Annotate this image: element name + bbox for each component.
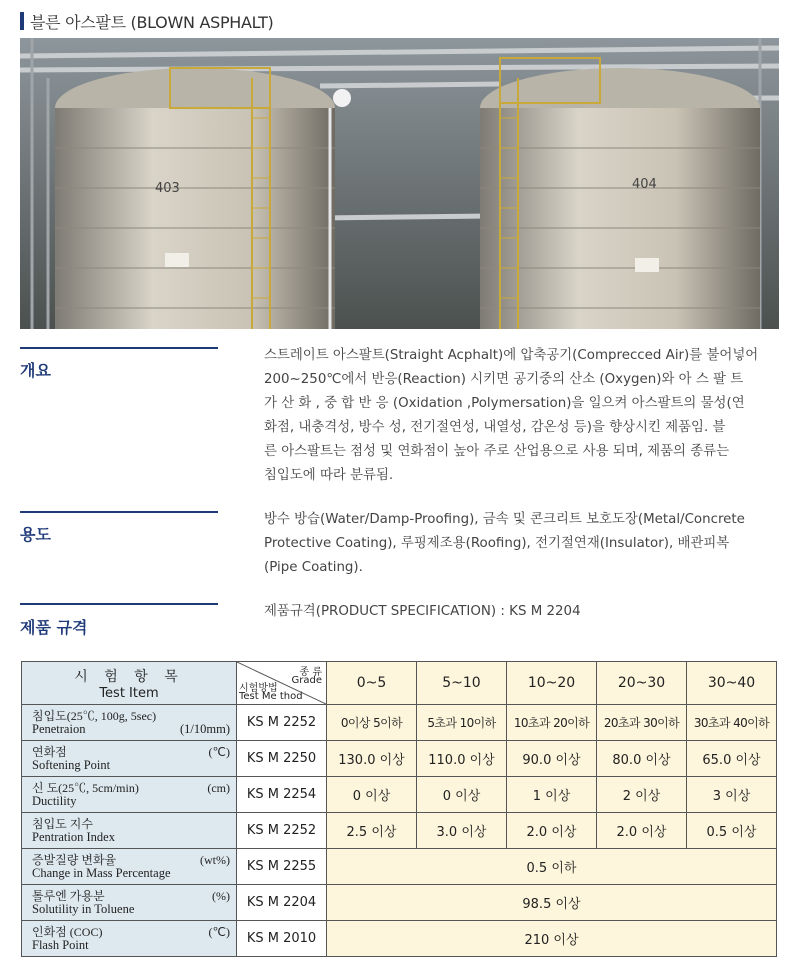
tanks-illustration: [20, 38, 779, 329]
header-grade-ko: 종 류: [299, 667, 322, 678]
value-cell: 3.0 이상: [417, 813, 507, 849]
value-cell: 2.0 이상: [597, 813, 687, 849]
header-grade: 20~30: [597, 662, 687, 705]
overview-line: 침입도에 따라 분류됨.: [264, 468, 394, 483]
value-cell: 2.5 이상: [327, 813, 417, 849]
header-grade: 0~5: [327, 662, 417, 705]
usage-line: (Pipe Coating).: [264, 560, 363, 575]
table-row: [22, 705, 777, 741]
value-cell: 90.0 이상: [507, 741, 597, 777]
table-row: [22, 813, 777, 849]
value-cell: 0.5 이상: [687, 813, 777, 849]
value-cell: 2.0 이상: [507, 813, 597, 849]
header-method-en: Test Me thod: [239, 691, 303, 702]
value-cell: 2 이상: [597, 777, 687, 813]
value-cell: 110.0 이상: [417, 741, 507, 777]
value-cell: 0 이상: [327, 777, 417, 813]
overview-line: 른 아스팔트는 점성 및 연화점이 높아 주로 산업용으로 사용 되며, 제품의 종류는: [264, 444, 730, 459]
test-method-cell: KS M 2204: [237, 885, 327, 921]
test-method-cell: KS M 2010: [237, 921, 327, 957]
table-row: [22, 885, 777, 921]
tank-left-number: 403: [155, 181, 180, 196]
value-cell: 20초과 30이하: [597, 705, 687, 741]
test-method-cell: KS M 2254: [237, 777, 327, 813]
overview-divider: [20, 347, 218, 349]
usage-text: [264, 508, 779, 580]
value-cell: 0 이상: [417, 777, 507, 813]
value-cell: 130.0 이상: [327, 741, 417, 777]
usage-heading: 용도: [20, 525, 51, 544]
page-title: [20, 8, 274, 34]
overview-line: 200~250℃에서 반응(Reaction) 시키면 공기중의 산소 (Oxygen)와 아 스 팔 트: [264, 372, 744, 387]
value-cell: 30초과 40이하: [687, 705, 777, 741]
value-cell: 0이상 5이하: [327, 705, 417, 741]
test-item-cell: [22, 741, 237, 777]
header-method-ko: 시험방법: [239, 683, 278, 694]
test-item-en: Solutility in Toluene: [32, 902, 135, 916]
table-header-row: [22, 662, 777, 705]
test-item-en: Pentration Index: [32, 830, 115, 844]
header-item-en: Test Item: [99, 685, 159, 701]
tank-right-number: 404: [632, 177, 657, 192]
test-item-en: Softening Point: [32, 758, 111, 772]
usage-line: Protective Coating), 루핑제조용(Roofing), 전기절연재(Insulator), 배관피복: [264, 536, 730, 551]
overview-text: [264, 344, 779, 488]
test-item-cell: [22, 777, 237, 813]
test-item-unit: (cm): [207, 781, 230, 795]
spec-divider: [20, 603, 218, 605]
test-item-unit: (1/10mm): [180, 722, 230, 736]
value-cell: 1 이상: [507, 777, 597, 813]
merged-value-cell: 0.5 이하: [327, 849, 777, 885]
overview-line: 화점, 내충격성, 방수 성, 전기절연성, 내열성, 감온성 등)을 향상시킨 제품임. 블: [264, 420, 726, 435]
test-item-cell: [22, 921, 237, 957]
test-method-cell: KS M 2252: [237, 705, 327, 741]
overview-line: 가 산 화 , 중 합 반 응 (Oxidation ,Polymersation)을 일으켜 아스팔트의 물성(연: [264, 396, 745, 411]
value-cell: 65.0 이상: [687, 741, 777, 777]
usage-line: 방수 방습(Water/Damp-Proofing), 금속 및 콘크리트 보호도장(Metal/Concrete: [264, 512, 745, 527]
test-item-en: Penetraion: [32, 722, 86, 736]
test-item-cell: [22, 813, 237, 849]
test-item-ko: 톨루엔 가용분: [32, 889, 105, 903]
test-item-ko: 연화점: [32, 745, 67, 759]
test-item-ko: 침입도(25℃, 100g, 5sec): [32, 709, 157, 723]
title-accent-bar: [20, 12, 24, 30]
overview-line: 스트레이트 아스팔트(Straight Acphalt)에 압축공기(Comprecced Air)를 불어넣어: [264, 348, 759, 363]
test-item-unit: (℃): [208, 745, 230, 759]
test-item-unit: (℃): [208, 925, 230, 939]
header-method-grade: [237, 662, 327, 705]
asphalt-tanks-photo: [20, 38, 779, 329]
test-item-ko: 신 도(25℃, 5cm/min): [32, 781, 139, 795]
spec-table: [21, 661, 777, 957]
header-item-ko: 시 험 항 목: [74, 668, 184, 685]
spec-heading: 제품 규격: [20, 618, 88, 637]
usage-divider: [20, 511, 218, 513]
spec-text: 제품규격(PRODUCT SPECIFICATION) : KS M 2204: [264, 604, 581, 619]
test-item-ko: 침입도 지수: [32, 817, 93, 831]
test-item-cell: [22, 885, 237, 921]
header-grade: 30~40: [687, 662, 777, 705]
test-item-en: Change in Mass Percentage: [32, 866, 171, 880]
header-grade-en: Grade: [291, 675, 322, 686]
page-title-text: 블른 아스팔트 (BLOWN ASPHALT): [30, 12, 274, 32]
table-row: [22, 921, 777, 957]
value-cell: 10초과 20이하: [507, 705, 597, 741]
test-item-unit: (%): [212, 889, 230, 903]
test-item-ko: 인화점 (COC): [32, 925, 103, 939]
test-item-unit: (wt%): [200, 853, 230, 867]
test-method-cell: KS M 2255: [237, 849, 327, 885]
test-item-en: Ductility: [32, 794, 77, 808]
merged-value-cell: 210 이상: [327, 921, 777, 957]
test-item-cell: [22, 705, 237, 741]
test-item-cell: [22, 849, 237, 885]
header-grade: 10~20: [507, 662, 597, 705]
test-method-cell: KS M 2252: [237, 813, 327, 849]
value-cell: 5초과 10이하: [417, 705, 507, 741]
test-item-ko: 증발질량 변화율: [32, 853, 117, 867]
table-row: [22, 741, 777, 777]
table-row: [22, 777, 777, 813]
value-cell: 3 이상: [687, 777, 777, 813]
overview-heading: 개요: [20, 361, 51, 380]
value-cell: 80.0 이상: [597, 741, 687, 777]
test-item-en: Flash Point: [32, 938, 89, 952]
table-row: [22, 849, 777, 885]
header-test-item: [22, 662, 237, 705]
merged-value-cell: 98.5 이상: [327, 885, 777, 921]
header-grade: 5~10: [417, 662, 507, 705]
test-method-cell: KS M 2250: [237, 741, 327, 777]
